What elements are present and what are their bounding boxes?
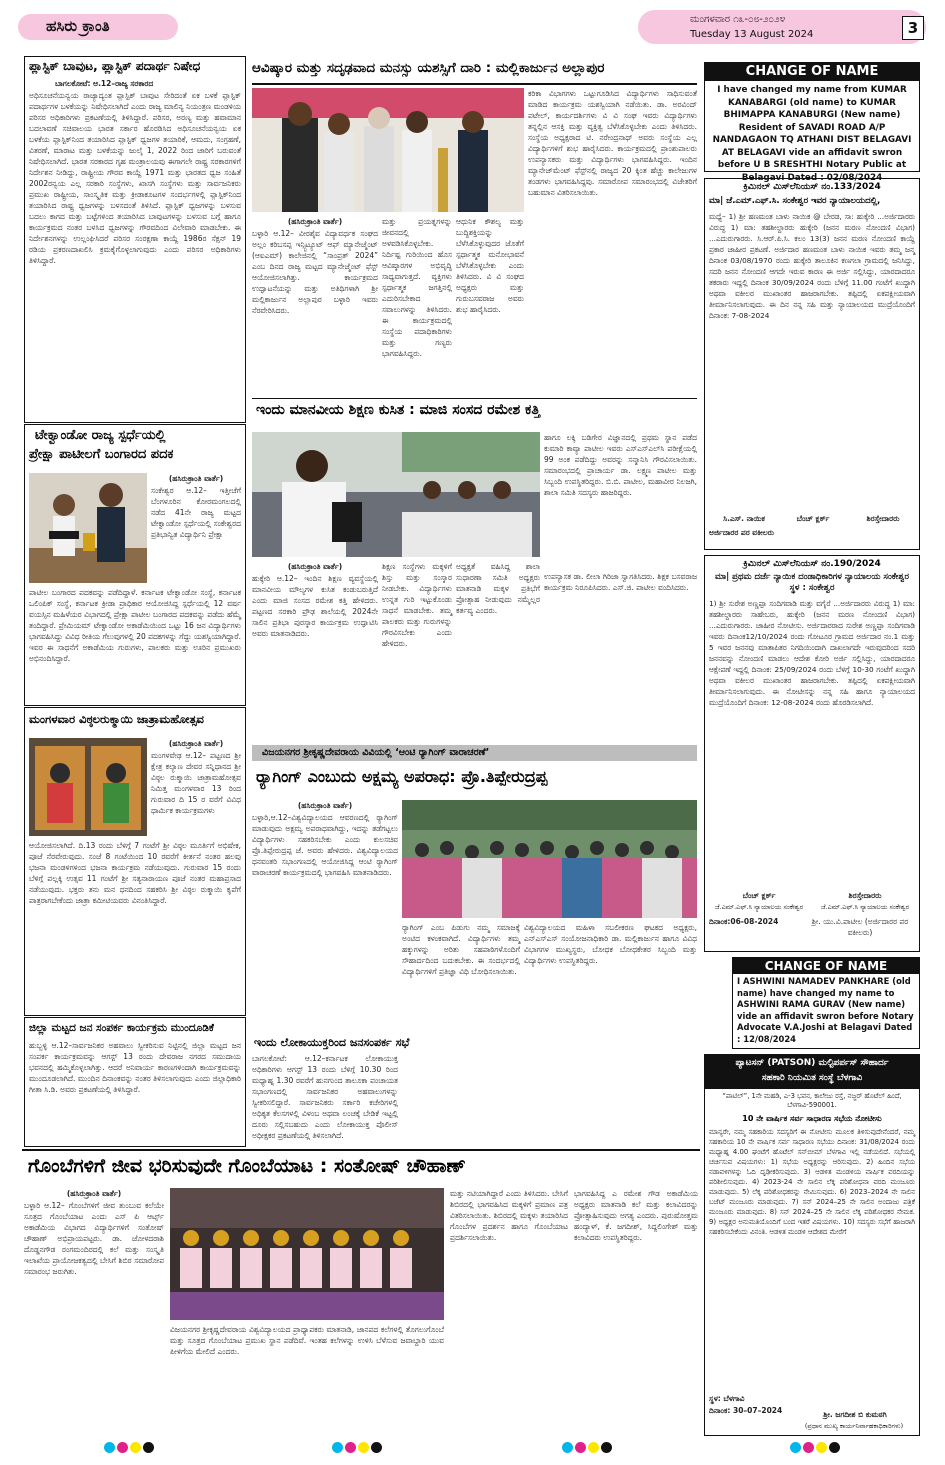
ad2-title2: ಮಾ| ಜೆ.ಎಮ್.ಎಫ್.ಸಿ. ಸಂಕೇಶ್ವರ ಇವರ ನ್ಯಾಯಾಲಯದಲ್ಲಿ, (709, 196, 881, 206)
lead-photo-credit: (ಹಸಿರುಕ್ರಾಂತಿ ವಾರ್ತೆ) (287, 217, 343, 226)
ragging-headline: ರ‍್ಯಾಗಿಂಗ್ ಎಂಬುದು ಅಕ್ಷಮ್ಯ ಅಪರಾಧ: ಪ್ರೊ.ತಿಪ್ಪೇರುದ್ರಪ್ಪ (256, 767, 548, 786)
bottom-body-b: ವಿಜಯನಗರ ಶ್ರೀಕೃಷ್ಣದೇವರಾಯ ವಿಶ್ವವಿದ್ಯಾಲಯದ ಪ್ರಾಧ್ಯಾಪಕರು ಮಾತನಾಡಿ, ಜಾನಪದ ಕಲೆಗಳಲ್ಲಿ ತೊಗಲುಗೊಂಬೆ ಮತ್ತು ಸೂತ್ರದ ಗೊಂಬೆಯಾಟ ಪ್ರಮುಖ ಸ್ಥಾನ ಪಡೆದಿವೆ. ಇಂತಹ ಕಲೆಗಳನ್ನು ಉಳಿಸಿ ಬೆಳೆಸುವ ಜವಾಬ್ದಾರಿ ಯುವ ಪೀಳಿಗೆಯ ಮೇಲಿದೆ ಎಂದರು. (170, 1325, 444, 1356)
lokayukta-headline: ಇಂದು ಲೋಕಾಯುಕ್ತರಿಂದ ಜನಸಂಪರ್ಕ ಸಭೆ (254, 1036, 410, 1049)
ad-change-of-name-2 (732, 957, 920, 1049)
page-number: 3 (902, 16, 924, 40)
ad3-body: 1) ಶ್ರೀ ಸುರೇಶ ಅಣ್ಣಪ್ಪಾ ಸಂದಿಗವಾಡಿ ಮತ್ತು ವಗೈರೆ ...ಅರ್ಜಿದಾರರು ವಿರುದ್ಧ 1) ಮಾ: ತಹಶೀಲ್ದಾರರು ಸಾಹೇಬರು, ಹುಕ್ಕೇರಿ (ಜನನ ಮರಣ ನೋಂದಣಿ ವಿಭಾಗ) ...ಎದುರುಗಾರರು. ಜಾಹೀರ ನೋಟೀಸು. ಅರ್ಜಿದಾರರಾದ ಸುರೇಶ ಅಣ್ಣಪ್ಪಾ ಸಂದಿಗವಾಡಿ ಇವರು ದಿನಾಂಕ12/10/2024 ರಂದು ಗೋಟೂರ ಗ್ರಾಮದ ಅರ್ಜಿದಾರ ನಂ.1 ಮತ್ತು 5 ಇವರ ಜನನವು ಮಾತಾಪಿತರ ನಿಗದಿಯಿಂದಾಗಿ ದಾಖಲಾಗದೇ ಇರುವುದರಿಂದ ಸದರಿ ಜನನವನ್ನು ನೋಂದಣಿ ಮಾಡಲು ಆದೇಶ ಕೋರಿ ಅರ್ಜಿ ಸಲ್ಲಿಸಿದ್ದು, ಯಾರದಾದರೂ ಆಕ್ಷೇಪಣೆ ಇದ್ದಲ್ಲಿ ದಿನಾಂಕ: 25/09/2024 ರಂದು ಬೆಳಿಗ್ಗೆ 10-30 ಗಂಟೆಗೆ ಖುದ್ದಾಗಿ ಅಥವಾ ವಕೀಲರ ಮುಖಾಂತರ ಹಾಜರಾಗಬೇಕು. ತಪ್ಪಿದಲ್ಲಿ ಏಕಪಕ್ಷೀಯವಾಗಿ ತೀರ್ಮಾನಿಸಲಾಗುವುದು. ಈ ನೋಟೀಸನ್ನು ನನ್ನ ಸಹಿ ಹಾಗೂ ನ್ಯಾಯಾಲಯದ ಮುದ್ರೆಯೊಂದಿಗೆ ದಿನಾಂಕ: 12-08-2024 ರಂದು ಹೊರಡಿಸಲಾಗಿದೆ. (709, 599, 915, 707)
reg-dot-yellow-4 (816, 1442, 827, 1453)
ad-patson-agm-notice (704, 1054, 920, 1436)
ad2-title1: ಕ್ರಿಮಿನಲ್ ಮಿಸ್‌ಲೆನಿಯಸ್ ನಂ.133/2024 (743, 182, 881, 192)
lead-headline: ಆವಿಷ್ಕಾರ ಮತ್ತು ಸದೃಢವಾದ ಮನಸ್ಸು ಯಶಸ್ಸಿಗೆ ದಾರಿ : ಮಲ್ಲಿಕಾರ್ಜುನ ಅಲ್ಲಾಪುರ (252, 60, 605, 76)
ad5-title2: ಸಹಕಾರಿ ನಿಯಮಿತ ಸಂಸ್ಥೆ ಬೆಳಗಾವಿ (761, 1073, 863, 1083)
story2-headline-1: ಟೇಕ್ವಾಂಡೋ ರಾಜ್ಯ ಸ್ಪರ್ಧೆಯಲ್ಲಿ (35, 428, 166, 443)
registration-marks (0, 1442, 945, 1458)
speaker-at-event-photo (252, 432, 540, 557)
ad4-body: I ASHWINI NAMADEV PANKHARE (old name) have changed my name to ASHWINI RAMA GURAV (New name) vide an affidavit swron before Notary Advocate V.A.Joshi at Belagavi Dated : 12/08/2024 (737, 976, 914, 1044)
story4-body: ಹುಬ್ಬಳ್ಳಿ ಆ.12–ಸಾರ್ವಜನಿಕರ ಅಹವಾಲು ಸ್ವೀಕರಿಸುವ ನಿಟ್ಟಿನಲ್ಲಿ ಜಿಲ್ಲಾ ಮಟ್ಟದ ಜನ ಸಂಪರ್ಕ ಕಾರ್ಯಕ್ರಮವನ್ನು ಆಗಸ್ಟ್ 13 ರಂದು ದೇವರಾಜ ನಗರದ ಸಮುದಾಯ ಭವನದಲ್ಲಿ ಹಮ್ಮಿಕೊಳ್ಳಲಾಗಿತ್ತು. ಆದರೆ ಅನಿವಾರ್ಯ ಕಾರಣಗಳಿಂದಾಗಿ ಕಾರ್ಯಕ್ರಮವನ್ನು ಮುಂದೂಡಲಾಗಿದೆ. ಮುಂದಿನ ದಿನಾಂಕವನ್ನು ನಂತರ ತಿಳಿಸಲಾಗುವುದು ಎಂದು ಜಿಲ್ಲಾಧಿಕಾರಿ ಗೀತಾ ಸಿ.ಡಿ. ಅವರು ಪ್ರಕಟಣೆಯಲ್ಲಿ ತಿಳಿಸಿದ್ದಾರೆ. (29, 1041, 241, 1094)
masthead (18, 8, 926, 46)
bottom-headline: ಗೊಂಬೆಗಳಿಗೆ ಜೀವ ಭರಿಸುವುದೇ ಗೊಂಬೆಯಾಟ : ಸಂತೋಷ್ ಚೌಹಾಣ್ (28, 1155, 466, 1177)
newspaper-title: ಹಸಿರು ಕ್ರಾಂತಿ (46, 17, 110, 35)
ragging-photo (402, 800, 697, 918)
date-english: Tuesday 13 August 2024 (690, 29, 814, 40)
lead-rule (252, 83, 697, 85)
ragging-kicker: ವಿಜಯನಗರ ಶ್ರೀಕೃಷ್ಣದೇವರಾಯ ವಿವಿಯಲ್ಲಿ ‘ಆಂಟಿ ರ‍್ಯಾಗಿಂಗ್ ವಾರಾಚರಣೆ’ (262, 747, 490, 758)
lokayukta-body: ಬಾಗಲಕೋಟೆ: ಆ.12–ಕರ್ನಾಟಕ ಲೋಕಾಯುಕ್ತ ಅಧಿಕಾರಿಗಳು ಆಗಸ್ಟ್ 13 ರಂದು ಬೆಳಿಗ್ಗೆ 10.30 ರಿಂದ ಮಧ್ಯಾಹ್ನ 1.30 ರವರೆಗೆ ಹುನಗುಂದ ತಾಲೂಕಾ ಪಂಚಾಯತ ಸಭಾಂಗಣದಲ್ಲಿ ಸಾರ್ವಜನಿಕರ ಅಹವಾಲುಗಳನ್ನು ಸ್ವೀಕರಿಸಲಿದ್ದಾರೆ. ಸಾರ್ವಜನಿಕರು ಸರ್ಕಾರಿ ಕಚೇರಿಗಳಲ್ಲಿ ಅಧಿಕೃತ ಕೆಲಸಗಳಲ್ಲಿ ವಿಳಂಬ ಅಥವಾ ಲಂಚಕ್ಕೆ ಬೇಡಿಕೆ ಇಟ್ಟಲ್ಲಿ ದೂರು ಸಲ್ಲಿಸಬಹುದು ಎಂದು ಲೋಕಾಯುಕ್ತ ಪೊಲೀಸ್ ಅಧೀಕ್ಷಕರ ಪ್ರಕಟಣೆಯಲ್ಲಿ ತಿಳಿಸಲಾಗಿದೆ. (252, 1054, 398, 1140)
ragging-body-a: ಬಳ್ಳಾರಿ,ಆ.12–ವಿಶ್ವವಿದ್ಯಾಲಯದ ಆವರಣದಲ್ಲಿ ರ‍್ಯಾಗಿಂಗ್ ಮಾಡುವುದು ಅಕ್ಷಮ್ಯ ಅಪರಾಧವಾಗಿದ್ದು, ಇದನ್ನು ತಡೆಗಟ್ಟಲು ವಿದ್ಯಾರ್ಥಿಗಳು ಸಹಕರಿಸಬೇಕು ಎಂದು ಕುಲಸಚಿವ ಪ್ರೊ.ತಿಪ್ಪೇರುದ್ರಪ್ಪ ಜೆ. ಅವರು ಹೇಳಿದರು. ವಿಶ್ವವಿದ್ಯಾಲಯದ ಧನವಂತರಿ ಸಭಾಂಗಣದಲ್ಲಿ ಆಯೋಜಿಸಿದ್ದ ಆಂಟಿ ರ‍್ಯಾಗಿಂಗ್ ವಾರಾಚರಣೆ ಕಾರ್ಯಕ್ರಮದಲ್ಲಿ ಭಾಗವಹಿಸಿ ಮಾತನಾಡಿದರು. (252, 813, 398, 877)
col1-story2 (24, 424, 246, 706)
ad5-title1: ಪ್ಯಾಟಸನ್ (PATSON) ಮಲ್ಟಿಪರ್ಪಸ್ ಸೌಹಾರ್ದ (735, 1058, 889, 1068)
ragging-credit: (ಹಸಿರುಕ್ರಾಂತಿ ವಾರ್ತೆ) (297, 801, 353, 810)
second-right-text: ಹಾಗೂ ಲಕ್ಕಿ ಬಡಿಗೇರ ವಿಜ್ಞಾನದಲ್ಲಿ ಪ್ರಥಮ ಸ್ಥಾನ ಪಡೆದ ಕುಮಾರಿ ಕಾವ್ಯಾ ಪಾಟೀಲ ಇವರು ಎಸ್‌ಎಸ್‌ಎಲ್‌ಸಿ ಪರೀಕ್ಷೆಯಲ್ಲಿ 99 ಅಂಕ ಪಡೆದಿದ್ದು ಅವರನ್ನು ಸನ್ಮಾನಿಸಿ ಗೌರವಿಸಲಾಯಿತು. ಸಮಾರಂಭದಲ್ಲಿ ಪ್ರಾಚಾರ್ಯ ಡಾ. ಲಕ್ಷ್ಮಣ ಪಾಟೀಲ ಮತ್ತು ಸಿಬ್ಬಂದಿ ಉಪಸ್ಥಿತರಿದ್ದರು. ಬಿ.ಬಿ. ಪಾಟೀಲ, ಮಹಾವೀರ ನಿಲಜಗಿ, ಶಾಲಾ ಸಮಿತಿ ಸದಸ್ಯರು ಹಾಜರಿದ್ದರು. (544, 433, 697, 497)
bottom-photo (170, 1188, 444, 1320)
reg-dot-magenta-4 (803, 1442, 814, 1453)
bottom-credit: (ಹಸಿರುಕ್ರಾಂತಿ ವಾರ್ತೆ) (66, 1189, 122, 1198)
second-headline: ಇಂದು ಮಾನವೀಯ ಶಿಕ್ಷಣ ಕುಸಿತ : ಮಾಜಿ ಸಂಸದ ರಮೇಶ ಕತ್ತಿ (256, 402, 540, 418)
reg-dot-magenta-1 (117, 1442, 128, 1453)
reg-dot-yellow-1 (130, 1442, 141, 1453)
story2-headline-2: ಪ್ರೇಕ್ಷಾ ಪಾಟೀಲಗೆ ಬಂಗಾರದ ಪದಕ (29, 447, 174, 462)
certificates-group-photo (170, 1188, 444, 1320)
col1-story3 (24, 707, 246, 1016)
bottom-body-a: ಬಳ್ಳಾರಿ ಆ.12– ಗೊಂಬೆಗಳಿಗೆ ಜೀವ ತುಂಬುವ ಕಲೆಯೇ ಸೂತ್ರದ ಗೊಂಬೆಯಾಟ ಎಂದು ಎಸ್ ಪಿ ಆರ್ಟ್ಸ್ ಅಕಾಡೆಮಿಯ ವಿಭಾಗದ ವಿದ್ಯಾರ್ಥಿಗಳಿಗೆ ಸಂತೋಷ್ ಚೌಹಾಣ್ ಅಭಿಪ್ರಾಯಪಟ್ಟರು. ಡಾ. ಜೋಳದರಾಶಿ ದೊಡ್ಡನಗೌಡ ರಂಗಮಂದಿರದಲ್ಲಿ ಕಲೆ ಮತ್ತು ಸಂಸ್ಕೃತಿ ಇಲಾಖೆಯ ಪ್ರಾಯೋಜಕತ್ವದಲ್ಲಿ ಬೇಸಿಗೆ ಶಿಬಿರ ಸಮಾರೋಪ ಸಮಾರಂಭ ಜರುಗಿತು. (24, 1201, 164, 1276)
ragging-body-c: ವಿಶ್ವವಿದ್ಯಾಲಯದ ಮಹಿಳಾ ಸಬಲೀಕರಣ ಘಟಕದ ಅಧ್ಯಕ್ಷರು, ಎನ್‌ಎಸ್‌ಎಸ್ ಸಂಯೋಜನಾಧಿಕಾರಿ ಡಾ. ಮಲ್ಲಿಕಾರ್ಜುನ ಹಾಗೂ ವಿವಿಧ ವಿಭಾಗಗಳ ಮುಖ್ಯಸ್ಥರು, ಬೋಧಕ ಬೋಧಕೇತರ ಸಿಬ್ಬಂದಿ ಮತ್ತು ವಿದ್ಯಾರ್ಥಿಗಳು ಉಪಸ್ಥಿತರಿದ್ದರು. (524, 923, 697, 965)
second-body-c: ಅಧ್ಯಕ್ಷತೆ ವಹಿಸಿದ್ದ ಶಾಲಾ ಸುಧಾರಣಾ ಸಮಿತಿ ಅಧ್ಯಕ್ಷರು ಮಾತನಾಡಿ ಮಕ್ಕಳ ಪ್ರತಿಭೆಗೆ ಪ್ರೋತ್ಸಾಹ ನೀಡುವುದು ನಮ್ಮೆಲ್ಲರ ಕರ್ತವ್ಯ ಎಂದರು. (456, 562, 540, 615)
ad3-sig-left: ಬೆಂಚ್ ಕ್ಲರ್ಕ್ (742, 891, 776, 900)
students-pledge-photo (402, 800, 697, 918)
second-body-a: ಹುಕ್ಕೇರಿ ಆ.12– ಇಂದಿನ ಶಿಕ್ಷಣ ವ್ಯವಸ್ಥೆಯಲ್ಲಿ ಮಾನವೀಯ ಮೌಲ್ಯಗಳ ಕುಸಿತ ಕಂಡುಬರುತ್ತಿದೆ ಎಂದು ಮಾಜಿ ಸಂಸದ ರಮೇಶ ಕತ್ತಿ ಹೇಳಿದರು. ಪಟ್ಟಣದ ಸರಕಾರಿ ಪ್ರೌಢ ಶಾಲೆಯಲ್ಲಿ 2024ನೇ ಸಾಲಿನ ಪ್ರತಿಭಾ ಪುರಸ್ಕಾರ ಕಾರ್ಯಕ್ರಮ ಉದ್ಘಾಟಿಸಿ ಅವರು ಮಾತನಾಡಿದರು. (252, 574, 378, 638)
second-photo (252, 432, 540, 557)
ad5-notice-head: 10 ನೇ ವಾರ್ಷಿಕ ಸರ್ವ ಸಾಧಾರಣ ಸಭೆಯ ನೋಟೀಸು (742, 1114, 882, 1123)
story4-headline: ಜಿಲ್ಲಾ ಮಟ್ಟದ ಜನ ಸಂಪರ್ಕ ಕಾರ್ಯಕ್ರಮ ಮುಂದೂಡಿಕೆ (29, 1022, 214, 1034)
second-body-b: ಶಿಕ್ಷಣ ಸಂಸ್ಥೆಗಳು ಮಕ್ಕಳಿಗೆ ಶಿಸ್ತು ಮತ್ತು ಸಂಸ್ಕಾರ ನೀಡಬೇಕು. ವಿದ್ಯಾರ್ಥಿಗಳು ಉನ್ನತ ಗುರಿ ಇಟ್ಟುಕೊಂಡು ಸಾಧನೆ ಮಾಡಬೇಕು. ತಮ್ಮ ಪಾಲಕರು ಮತ್ತು ಗುರುಗಳನ್ನು ಗೌರವಿಸಬೇಕು ಎಂದು ಹೇಳಿದರು. (382, 562, 452, 648)
temple-idols-photo (29, 738, 147, 836)
bottom-body-d: ಭಾಗವಹಿಸಿದ್ದ ಎ ರಮೇಶ ಗೌಡ ಅಕಾಡೆಮಿಯ ಅಧ್ಯಕ್ಷರು ಮಾತನಾಡಿ ಕಲೆ ಮತ್ತು ಕಲಾವಿದರನ್ನು ಪ್ರೋತ್ಸಾಹಿಸುವುದು ಅಗತ್ಯ ಎಂದರು. ಪುರುಷೋತ್ತಮ ಹಂದ್ಯಾಳ್, ಕೆ. ಜಗದೀಶ್, ಸಿದ್ದಲಿಂಗೇಶ್ ಮತ್ತು ಕಲಾವಿದರು ಉಪಸ್ಥಿತರಿದ್ದರು. (574, 1189, 698, 1242)
story2-side-text: ಸಂಕೇಶ್ವರ ಆ.12– ಇತ್ತೀಚೆಗೆ ಬೆಂಗಳೂರಿನ ಕೋರಮಂಗಲದಲ್ಲಿ ನಡೆದ 41ನೇ ರಾಜ್ಯ ಮಟ್ಟದ ಟೇಕ್ವಾಂಡೋ ಸ್ಪರ್ಧೆಯಲ್ಲಿ ಸಂಕೇಶ್ವರದ ಪ್ರತಿಭಾನ್ವಿತ ವಿದ್ಯಾರ್ಥಿನಿ ಪ್ರೇಕ್ಷಾ (151, 486, 241, 539)
story3-photo (29, 738, 147, 836)
ad5-signatory: ಶ್ರೀ. ಜಗದೀಶ ಬಿ ಕುಮಠಗಿ (823, 1410, 887, 1419)
ad2-sig-left: ಸಿ.ಎಸ್. ನಾಯಿಕ (723, 514, 765, 523)
story1-dateline: ಬಾಗಲಕೋಟೆ: ಆ.12–ರಾಜ್ಯ ಸರಕಾರದ (55, 79, 154, 88)
ad-change-of-name-1 (704, 62, 920, 183)
story3-side-text: ಮಂಗಳವೇಢ ಆ.12– ಪಟ್ಟಣದ ಶ್ರೀ ಕ್ಷೇತ್ರ ಕಲ್ಯಾಣ ದೇವರ ಸನ್ನಿಧಾನದ ಶ್ರೀ ವಿಠ್ಠಲ ರುಕ್ಮಾಯಿ ಜಾತ್ರಾಮಹೋತ್ಸವ ನಿಮಿತ್ತ ಮಂಗಳವಾರ 13 ರಿಂದ ಗುರುವಾರ ದಿ 15 ರ ವರೆಗೆ ವಿವಿಧ ಧಾರ್ಮಿಕ ಕಾರ್ಯಕ್ರಮಗಳು (151, 751, 241, 815)
reg-dot-yellow-2 (358, 1442, 369, 1453)
second-body-d: ಉಪನ್ಯಾಸಕ ಡಾ. ಲೀಲಾ ಗಿರಿಜಾ ಸ್ವಾಗತಿಸಿದರು. ಶಿಕ್ಷಕ ಬಸವರಾಜ ಕಾರ್ಯಕ್ರಮ ನಿರೂಪಿಸಿದರು. ಎಸ್.ಜಿ. ಪಾಟೀಲ ವಂದಿಸಿದರು. (544, 572, 697, 592)
reg-dot-cyan-4 (790, 1442, 801, 1453)
ad3-sig-right: ಶಿರಸ್ತೇದಾರರು (848, 891, 882, 900)
ad-court-notice-133 (704, 178, 920, 550)
story2-photo (29, 473, 147, 583)
ad1-heading: CHANGE OF NAME (705, 63, 919, 81)
story3-credit: (ಹಸಿರುಕ್ರಾಂತಿ ವಾರ್ತೆ) (168, 739, 224, 748)
ad3-title2: ಮಾ| ಪ್ರಥಮ ದರ್ಜೆ ನ್ಯಾಯಿಕ ದಂಡಾಧಿಕಾರಿಗಳ ನ್ಯಾಯಾಲಯ ಸಂಕೇಶ್ವರ ಸ್ಥಳ : ಸಂಕೇಶ್ವರ (714, 572, 909, 593)
lead-body-b: ಮತ್ತು ಪ್ರಯತ್ನಗಳನ್ನು ಜೀವನದಲ್ಲಿ ಅಳವಡಿಸಿಕೊಳ್ಳಬೇಕು. ನಿರ್ದಿಷ್ಟ ಗುರಿಯಿಂದ ಹೊಸ ಆವಿಷ್ಕಾರಗಳ ಅಭಿವೃದ್ಧಿ ಸಾಧ್ಯವಾಗುತ್ತದೆ. ವ್ಯಕ್ತಿಗಳು ಸ್ಪರ್ಧಾತ್ಮಕ ಜಗತ್ತಿನಲ್ಲಿ ಎದುರಿಸಬೇಕಾದ ಸವಾಲುಗಳನ್ನು ತಿಳಿಸಿದರು. ಈ ಕಾರ್ಯಕ್ರಮದಲ್ಲಿ ಸಂಸ್ಥೆಯ ಪದಾಧಿಕಾರಿಗಳು ಮತ್ತು ಗಣ್ಯರು ಭಾಗವಹಿಸಿದ್ದರು. (382, 217, 452, 358)
ad2-sig-court: ಅರ್ಜಿದಾರರ ಪರ ವಕೀಲರು (709, 528, 774, 537)
col1-story4 (24, 1017, 246, 1147)
bottom-rule (22, 1149, 700, 1151)
story2-body: ಪಾಟೀಲ ಬಂಗಾರದ ಪದಕವನ್ನು ಪಡೆದಿದ್ದಾಳೆ. ಕರ್ನಾಟಕ ಟೇಕ್ವಾಂಡೋ ಸಂಸ್ಥೆ, ಕರ್ನಾಟಕ ಒಲಿಂಪಿಕ್ ಸಂಸ್ಥೆ, ಕರ್ನಾಟಕ ಕ್ರೀಡಾ ಪ್ರಾಧಿಕಾರ ಆಯೋಜಿಸಿದ್ದ ಸ್ಪರ್ಧೆಯಲ್ಲಿ 12 ವರ್ಷ ವಯಸ್ಸಿನ ಮಹಿಳೆಯರ ವಿಭಾಗದಲ್ಲಿ ಪ್ರೇಕ್ಷಾ ಪಾಟೀಲ ಬಂಗಾರದ ಪದಕವನ್ನು ಪಡೆದು ಹೆಮ್ಮೆ ತಂದಿದ್ದಾರೆ. ಪ್ರೇಮಿಯಮ್ ಟೇಕ್ವಾಂಡೋ ಅಕಾಡೆಮಿಯಿಂದ ಒಟ್ಟು 16 ಜನ ವಿದ್ಯಾರ್ಥಿಗಳು ಭಾಗವಹಿಸಿದ್ದು ವಿವಿಧ ರೀತಿಯ ಗೆಲುವುಗಳಲ್ಲಿ 20 ಪದಕಗಳನ್ನು ಗೆದ್ದು ಯಶಸ್ವಿಯಾಗಿದ್ದಾರೆ. ಇವರ ಈ ಸಾಧನೆಗೆ ಅಕಾಡೆಮಿಯ ಗುರುಗಳು, ಪಾಲಕರು ಮತ್ತು ಊರಿನ ಪ್ರಮುಖರು ಅಭಿನಂದಿಸಿದ್ದಾರೆ. (29, 588, 241, 663)
ad-court-notice-190 (704, 555, 920, 952)
story1-body: ಅಧಿಸೂಚನೆಯನ್ವಯ ರಾಜ್ಯಾದ್ಯಂತ ಪ್ಲಾಸ್ಟಿಕ್ ಬಾವುಟ ಸೇರಿದಂತೆ ಏಕ ಬಳಕೆ ಪ್ಲಾಸ್ಟಿಕ್ ಪದಾರ್ಥಗಳ ಬಳಕೆಯನ್ನು ನಿಷೇಧಿಸಲಾಗಿದೆ ಎಂದು ರಾಜ್ಯ ಮಾಲಿನ್ಯ ನಿಯಂತ್ರಣ ಮಂಡಳಿಯ ಪರಿಸರ ಅಧಿಕಾರಿಗಳು ಪ್ರಕಟಣೆಯಲ್ಲಿ ತಿಳಿಸಿದ್ದಾರೆ. ಪರಿಸರ, ಅರಣ್ಯ ಮತ್ತು ಹವಾಮಾನ ಬದಲಾವಣೆ ಸಚಿವಾಲಯ ಭಾರತ ಸರ್ಕಾರ ಹೊರಡಿಸಿದ ಅಧಿಸೂಚನೆಯನ್ವಯ ಏಕ ಬಳಕೆಯ ಪ್ಲಾಸ್ಟಿಕ್‌ನಿಂದ ತಯಾರಿಸಿದ ಪ್ಲಾಸ್ಟಿಕ್ ಧ್ವಜಗಳ ತಯಾರಿಕೆ, ಆಮದು, ಸಂಗ್ರಹಣೆ, ವಿತರಣೆ, ಮಾರಾಟ ಮತ್ತು ಬಳಕೆಯನ್ನು ಜುಲೈ 1, 2022 ರಿಂದ ಜಾರಿಗೆ ಬರುವಂತೆ ನಿಷೇಧಿಸಲಾಗಿದೆ. ಭಾರತ ಸರಕಾರದ ಗೃಹ ಮಂತ್ರಾಲಯವು ಈಗಾಗಲೇ ರಾಷ್ಟ್ರ ಸರಕಾರಗಳಿಗೆ ನಿರ್ದೇಶನ ನೀಡಿದ್ದು, ರಾಷ್ಟ್ರೀಯ ಗೌರವ ಕಾಯ್ದೆ 1971 ಮತ್ತು ಭಾರತದ ಧ್ವಜ ಸಂಹಿತೆ 2002ರನ್ವಯ ಎಲ್ಲ ಸರಕಾರಿ ಸಂಸ್ಥೆಗಳು, ಖಾಸಗಿ ಸಂಸ್ಥೆಗಳು ಮತ್ತು ಸಾರ್ವಜನಿಕರು ಪ್ರಮುಖ ರಾಷ್ಟ್ರೀಯ, ಸಾಂಸ್ಕೃತಿಕ ಮತ್ತು ಕ್ರೀಡಾಕೂಟಗಳ ಸಂದರ್ಭಗಳಲ್ಲಿ ಪ್ಲಾಸ್ಟಿಕ್‌ನಿಂದ ತಯಾರಿಸಿದ ರಾಷ್ಟ್ರ ಧ್ವಜಗಳನ್ನು ಬಳಸದಂತೆ ತಿಳಿಸಿದೆ. ಪ್ಲಾಸ್ಟಿಕ್ ಧ್ವಜಗಳನ್ನು ಬಳಸುವ ಬದಲು ಕಾಗದ ಮತ್ತು ಬಟ್ಟೆಗಳಿಂದ ತಯಾರಿಸಿದ ಬಾವುಟಗಳನ್ನು ಬಳಸುವ ಬಗ್ಗೆ ಹಾಗೂ ಕಾರ್ಯಕ್ರಮದ ನಂತರ ಬಳಸಿದ ಧ್ವಜಗಳನ್ನು ಗೌರವದಿಂದ ವಿಲೇವಾರಿ ಮಾಡಬೇಕು. ಈ ನಿರ್ದೇಶನಗಳನ್ನು ಉಲ್ಲಂಘಿಸಿದರೆ ಪರಿಸರ ಸಂರಕ್ಷಣಾ ಕಾಯ್ದೆ 1986ರ ಸೆಕ್ಷನ್ 19 ರಡಿಯ ಪ್ರಕರಣದಾಖಲಿಸಿ ಕ್ರಮಕೈಗೊಳ್ಳಲಾಗುವುದು ಎಂದು ಪರಿಸರ ಅಧಿಕಾರಿಗಳು ತಿಳಿಸಿದ್ದಾರೆ. (29, 91, 241, 265)
reg-dot-yellow-3 (588, 1442, 599, 1453)
lead-body-c: ಆಧುನಿಕ ಕೌಶಲ್ಯ ಮತ್ತು ಬುದ್ಧಿಶಕ್ತಿಯನ್ನು ಬೆಳೆಸಿಕೊಳ್ಳುವುದರ ಜೊತೆಗೆ ಸ್ಪರ್ಧಾತ್ಮಕ ಮನೋಭಾವನೆ ಬೆಳೆಸಿಕೊಳ್ಳಬೇಕು ಎಂದು ತಿಳಿಸಿದರು. ವಿ ವಿ ಸಂಘದ ಅಧ್ಯಕ್ಷರು ಮತ್ತು ಗುರುಬಸವರಾಜ ಅವರು ಶುಭ ಹಾರೈಸಿದರು. (456, 217, 524, 314)
col1-story1 (24, 56, 246, 423)
bottom-body-c: ಮತ್ತು ನಟಿಯಾಗಿದ್ದಾರೆ ಎಂದು ತಿಳಿಸಿದರು. ಬೇಸಿಗೆ ಶಿಬಿರದಲ್ಲಿ ಭಾಗವಹಿಸಿದ ಮಕ್ಕಳಿಗೆ ಪ್ರಮಾಣ ಪತ್ರ ವಿತರಿಸಲಾಯಿತು. ಶಿಬಿರದಲ್ಲಿ ಮಕ್ಕಳು ತಯಾರಿಸಿದ ಗೊಂಬೆಗಳ ಪ್ರದರ್ಶನ ಹಾಗೂ ಗೊಂಬೆಯಾಟ ಪ್ರದರ್ಶಿಸಲಾಯಿತು. (450, 1189, 568, 1242)
ad3-sig-left2: ಜೆ.ಎಮ್.ಎಫ್.ಸಿ ನ್ಯಾಯಾಲಯ ಸಂಕೇಶ್ವರ (714, 903, 804, 911)
second-photo-credit: (ಹಸಿರುಕ್ರಾಂತಿ ವಾರ್ತೆ) (287, 562, 343, 571)
ad2-body: ಮಧ್ಯೆ– 1) ಶ್ರೀ ಹಣಮಂತ ಬಾಳು ನಾಯಿಕ @ ಬೇರಡ, ಸಾ: ಹುಕ್ಕೇರಿ ...ಅರ್ಜಿದಾರರು ವಿರುದ್ಧ 1) ಮಾ: ತಹಶೀಲ್ದಾರರು ಹುಕ್ಕೇರಿ (ಜನನ ಮರಣ ನೋಂದಣಿ ವಿಭಾಗ) ...ಎದುರುಗಾರರು. ಸಿ.ಆರ್.ಪಿ.ಸಿ. ಕಲಂ 13(3) ಜನನ ಮರಣ ನೋಂದಣಿ ಕಾಯ್ದೆ ಪ್ರಕಾರ ಜಾಹೀರ ಪ್ರಕಟಣೆ. ಅರ್ಜಿದಾರ ಹಣಮಂತ ಬಾಳು ನಾಯಿಕ ಇವರು ತಮ್ಮ ಜನ್ಮ ದಿನಾಂಕ 03/08/1970 ರಂದು ಹುಕ್ಕೇರಿ ತಾಲೂಕಿನ ಕಣಗಲಾ ಗ್ರಾಮದಲ್ಲಿ ಜನಿಸಿದ್ದು, ಸದರಿ ಜನನ ನೋಂದಣಿ ಆಗದೇ ಇರುವ ಕಾರಣ ಈ ಅರ್ಜಿ ಸಲ್ಲಿಸಿದ್ದು, ಯಾರದಾದರೂ ತಕರಾರು ಇದ್ದಲ್ಲಿ ದಿನಾಂಕ 30/09/2024 ರಂದು ಬೆಳಿಗ್ಗೆ 11.00 ಗಂಟೆಗೆ ಖುದ್ದಾಗಿ ಅಥವಾ ವಕೀಲರ ಮುಖಾಂತರ ಹಾಜರಾಗಬೇಕು. ತಪ್ಪಿದಲ್ಲಿ ಏಕಪಕ್ಷೀಯವಾಗಿ ತೀರ್ಮಾನಿಸಲಾಗುವುದು. ಈ ದಿನ ನನ್ನ ಸಹಿ ಮತ್ತು ನ್ಯಾಯಾಲಯದ ಮುದ್ರೆಯೊಂದಿಗೆ ದಿನಾಂಕ: 7-08-2024 (709, 212, 915, 320)
reg-dot-cyan-3 (562, 1442, 573, 1453)
reg-dot-black-4 (829, 1442, 840, 1453)
athletes-photo (29, 473, 147, 583)
lead-body-a: ಬಳ್ಳಾರಿ ಆ.12– ವೀರಶೈವ ವಿದ್ಯಾವರ್ಧಕ ಸಂಘದ ಅಲ್ಲಂ ಕರಿಬಸಪ್ಪ ಇನ್ಸ್ಟಿಟ್ಯೂಟ್ ಆಫ್ ಮ್ಯಾನೇಜ್ಮೆಂಟ್ (ಆಐಎಮ್) ಕಾಲೇಜಿನಲ್ಲಿ “ಸಾಂಪ್ರತ್ 2024” ಎಂಬ ದಿನದ ರಾಜ್ಯ ಮಟ್ಟದ ಮ್ಯಾನೇಜ್ಮೆಂಟ್ ಫೆಸ್ಟ್ ಆಯೋಜಿಸಲಾಗಿತ್ತು. ಕಾರ್ಯಕ್ರಮದ ಉದ್ಘಾಟನೆಯನ್ನು ಮತ್ತು ಅತಿಥಿಗಳಾಗಿ ಶ್ರೀ ಮಲ್ಲಿಕಾರ್ಜುನ ಅಲ್ಲಾಪುರ ಬಳ್ಳಾರಿ ಇವರು ನೆರವೇರಿಸಿದರು. (252, 229, 378, 315)
reg-dot-cyan-1 (104, 1442, 115, 1453)
ad4-heading: CHANGE OF NAME (733, 958, 919, 974)
reg-dot-black-3 (601, 1442, 612, 1453)
story3-headline: ಮಂಗಳವಾರ ವಿಠ್ಠಲರುಕ್ಮಾಯಿ ಜಾತ್ರಾಮಹೋತ್ಸವ (29, 712, 204, 726)
ad3-date: ದಿನಾಂಕ:06-08-2024 (709, 917, 779, 926)
story3-body: ಆಯೋಜಿಸಲಾಗಿದೆ. ದಿ.13 ರಂದು ಬೆಳಿಗ್ಗೆ 7 ಗಂಟೆಗೆ ಶ್ರೀ ವಿಠ್ಠಲ ಮೂರ್ತಿಗೆ ಅಭಿಷೇಕ, ಪೂಜೆ ನೆರವೇರುವುದು. ಸಂಜೆ 8 ಗಂಟೆಯಿಂದ 10 ರವರೆಗೆ ಕೀರ್ತನೆ ನಂತರ ಹಲವು ಭಜನಾ ಮಂಡಳಿಗಳಿಂದ ಭಜನಾ ಕಾರ್ಯಕ್ರಮ ನಡೆಯುವುದು. ಗುರುವಾರ 15 ರಂದು ಬೆಳಿಗ್ಗೆ ಪಲ್ಲಕ್ಕಿ ಉತ್ಸವ 11 ಗಂಟೆಗೆ ಶ್ರೀ ಸತ್ಯನಾರಾಯಣ ಪೂಜೆ ನಂತರ ಮಹಾಪ್ರಸಾದ ನಡೆಯುವುದು. ಭಕ್ತರು ತನು ಮನ ಧನದಿಂದ ಸಹಕರಿಸಿ ಶ್ರೀ ವಿಠ್ಠಲ ರುಕ್ಮಾಯಿ ಕೃಪೆಗೆ ಪಾತ್ರರಾಗಬೇಕೆಂದು ಜಾತ್ರಾ ಕಮೀಟಿಯವರು ವಿನಂತಿಸಿದ್ದಾರೆ. (29, 841, 241, 905)
story1-headline: ಪ್ಲಾಸ್ಟಿಕ್ ಬಾವುಟ, ಪ್ಲಾಸ್ಟಿಕ್ ಪದಾರ್ಥ ನಿಷೇಧ (29, 59, 201, 73)
date-kannada: ಮಂಗಳವಾರ ೧೩-೦೮-೨೦೨೪ (690, 14, 786, 25)
ad1-body: I have changed my name from KUMAR KANABARGI (old name) to KUMAR BHIMAPPA KANABURGI (New name) Resident of SAVADI ROAD A/P NANDAGAON TQ ATHANI DIST BELAGAVI AT BELAGAVI vide an affidavit swron before U B SRESHTHI Notary Public at Belagavi Dated : 02/08/2024 (712, 85, 912, 183)
ad5-signatory-role: (ಪ್ರಧಾನ ಮುಖ್ಯ ಕಾರ್ಯನಿರ್ವಾಹಕಾಧಿಕಾರಿಗಳು) (804, 1422, 904, 1430)
reg-dot-magenta-3 (575, 1442, 586, 1453)
ad2-sig-mid: ಬೆಂಚ್ ಕ್ಲರ್ಕ್ (796, 514, 830, 523)
story2-credit: (ಹಸಿರುಕ್ರಾಂತಿ ವಾರ್ತೆ) (168, 474, 224, 483)
ad5-body: ಮಾನ್ಯರೇ, ನಮ್ಮ ಸಹಕಾರಿಯ ಸದಸ್ಯರಿಗೆ ಈ ನೋಟೀಸು ಮೂಲಕ ತಿಳಿಸುವುದೇನೆಂದರೆ, ನಮ್ಮ ಸಹಕಾರಿಯ 10 ನೇ ವಾರ್ಷಿಕ ಸರ್ವ ಸಾಧಾರಣ ಸಭೆಯು ದಿನಾಂಕ: 31/08/2024 ರಂದು ಮಧ್ಯಾಹ್ನ 4.00 ಘಂಟೆಗೆ ಹೊಟೆಲ್ ಸನ್‌ಬೀಮ್ ಬೆಳಗಾವಿ ಇಲ್ಲಿ ನಡೆಯಲಿದೆ. ಸಭೆಯಲ್ಲಿ ಚರ್ಚಿಸುವ ವಿಷಯಗಳು: 1) ಸಭೆಯ ಅಧ್ಯಕ್ಷರನ್ನು ಆರಿಸುವುದು. 2) ಹಿಂದಿನ ಸಭೆಯ ನಡಾವಳಿಗಳನ್ನು ಓದಿ ದೃಢೀಕರಿಸುವುದು. 3) ಆಡಳಿತ ಮಂಡಳಿಯ ವಾರ್ಷಿಕ ವರದಿಯನ್ನು ಪರಿಶೀಲಿಸುವುದು. 4) 2023-24 ನೇ ಸಾಲಿನ ಲೆಕ್ಕ ಪರಿಶೋಧನಾ ವರದಿ ಮಂಜೂರು ಮಾಡುವುದು. 5) ಲೆಕ್ಕ ಪರಿಶೋಧಕರನ್ನು ನೇಮಿಸುವುದು. 6) 2023–2024 ನೇ ಸಾಲಿನ ಬಜೆಟ್ ಮಂಜೂರು ಮಾಡುವುದು. 7) ಸನ್ 2024–25 ನೇ ಸಾಲಿನ ಅಂದಾಜು ಪತ್ರಿಕೆ ಮಂಜೂರು ಮಾಡುವುದು. 8) ಸನ್ 2024–25 ನೇ ಸಾಲಿನ ಲೆಕ್ಕ ಪರಿಶೋಧಕರ ನೇಮಕ. 9) ಅಧ್ಯಕ್ಷರ ಅನುಮತಿಯೊಂದಿಗೆ ಬಂದ ಇತರೆ ವಿಷಯಗಳು. 10) ಸದಸ್ಯರು ಸಭೆಗೆ ಹಾಜರಾಗಿ ಸಹಕರಿಸಬೇಕೆಂದು ವಿನಂತಿ. ಆಡಳಿತ ಮಂಡಳಿ ಆದೇಶದ ಮೇರೆಗೆ (709, 1128, 915, 1236)
lead-right-text: ಕರಿಕಾ ವಿಭಾಗಗಳು ಒಟ್ಟುಗೂಡಿಸಿದ ವಿದ್ಯಾರ್ಥಿಗಳು ಸಾಧಿಸುವಂತೆ ಮಾಡಿದ ಕಾರ್ಯಕ್ರಮ ಯಶಸ್ವಿಯಾಗಿ ನಡೆಯಿತು. ಡಾ. ಅರವಿಂದ್ ಪಟೇಲ್, ಕಾರ್ಯದರ್ಶಿಗಳು ವಿ ವಿ ಸಂಘ ಇವರು ವಿದ್ಯಾರ್ಥಿಗಳು ತನ್ನಲ್ಲಿನ ಆಸಕ್ತಿ ಮತ್ತು ವ್ಯಕ್ತಿತ್ವ ಬೆಳೆಸಿಕೊಳ್ಳಬೇಕು ಎಂದು ತಿಳಿಸಿದರು. ಸಂಸ್ಥೆಯ ಅಧ್ಯಕ್ಷರಾದ ಟಿ. ನರೇಂದ್ರನಾಥ್ ಅವರು ಸಂಸ್ಥೆಯ ಎಲ್ಲ ವಿದ್ಯಾರ್ಥಿಗಳಿಗೆ ಶುಭ ಹಾರೈಸಿದರು. ಕಾರ್ಯಕ್ರಮದಲ್ಲಿ ಪ್ರಾಂಶುಪಾಲರು ಉಪನ್ಯಾಸಕರು ಮತ್ತು ವಿದ್ಯಾರ್ಥಿಗಳು ಭಾಗವಹಿಸಿದ್ದರು. ಇಂದಿನ ಮ್ಯಾನೇಜ್‌ಮೆಂಟ್ ಫೆಸ್ಟ್‌ನಲ್ಲಿ ರಾಜ್ಯದ 20 ಕ್ಕಿಂತ ಹೆಚ್ಚು ಕಾಲೇಜುಗಳ ತಂಡಗಳು ಭಾಗವಹಿಸಿದ್ದವು. ಸಮಾರೋಪ ಸಮಾರಂಭದಲ್ಲಿ ವಿಜೇತರಿಗೆ ಬಹುಮಾನ ವಿತರಿಸಲಾಯಿತು. (528, 89, 697, 197)
lamp-lighting-photo (252, 88, 524, 212)
reg-dot-black-1 (143, 1442, 154, 1453)
reg-dot-magenta-2 (345, 1442, 356, 1453)
ad2-sig-right: ಶಿರಸ್ತೇದಾರರು (866, 514, 900, 523)
reg-dot-black-2 (371, 1442, 382, 1453)
ad5-place: ಸ್ಥಳ: ಬೆಳಗಾವಿ (709, 1394, 745, 1403)
ad5-address: “ಪಾಟಿಲ್”, 1ನೇ ಮಹಡಿ, ಎ-3 ಭವನ, ಕಾಲೇಜು ರಸ್ತೆ, ನಜ್ಜರ್ ಹೊಟೆಲ್ ಹಿಂದೆ, ಬೆಳಗಾವಿ-590001. (722, 1092, 902, 1109)
ad5-date: ದಿನಾಂಕ: 30–07–2024 (709, 1406, 783, 1415)
ad3-title1: ಕ್ರಿಮಿನಲ್ ಮಿಸ್‌ಲೆನಿಯಸ್ ನಂ.190/2024 (743, 559, 881, 569)
lead-photo (252, 88, 524, 212)
ragging-body-b: ರ‍್ಯಾಗಿಂಗ್ ಎಂಬ ಪಿಡುಗು ನಮ್ಮ ಸಮಾಜಕ್ಕೆ ಅಂಟಿದ ಕಳಂಕವಾಗಿದೆ. ವಿದ್ಯಾರ್ಥಿಗಳು ತಮ್ಮ ಹಕ್ಕುಗಳನ್ನು ಅರಿತು ಸಹಪಾಠಿಗಳೊಂದಿಗೆ ಸೌಹಾರ್ದದಿಂದ ಬದುಕಬೇಕು. ಈ ಸಂದರ್ಭದಲ್ಲಿ ವಿದ್ಯಾರ್ಥಿಗಳಿಗೆ ಪ್ರತಿಜ್ಞಾ ವಿಧಿ ಬೋಧಿಸಲಾಯಿತು. (402, 923, 520, 976)
ad3-sig-right2: ಜೆ.ಎಮ್.ಎಫ್.ಸಿ ನ್ಯಾಯಾಲಯ ಸಂಕೇಶ್ವರ (820, 903, 910, 911)
ad3-advocate: ಶ್ರೀ. ಯು.ವಿ.ಪಾಟೀಲ (ಅರ್ಜಿದಾರರ ಪರ ವಕೀಲರು) (811, 917, 909, 937)
second-rule (252, 398, 697, 399)
reg-dot-cyan-2 (332, 1442, 343, 1453)
